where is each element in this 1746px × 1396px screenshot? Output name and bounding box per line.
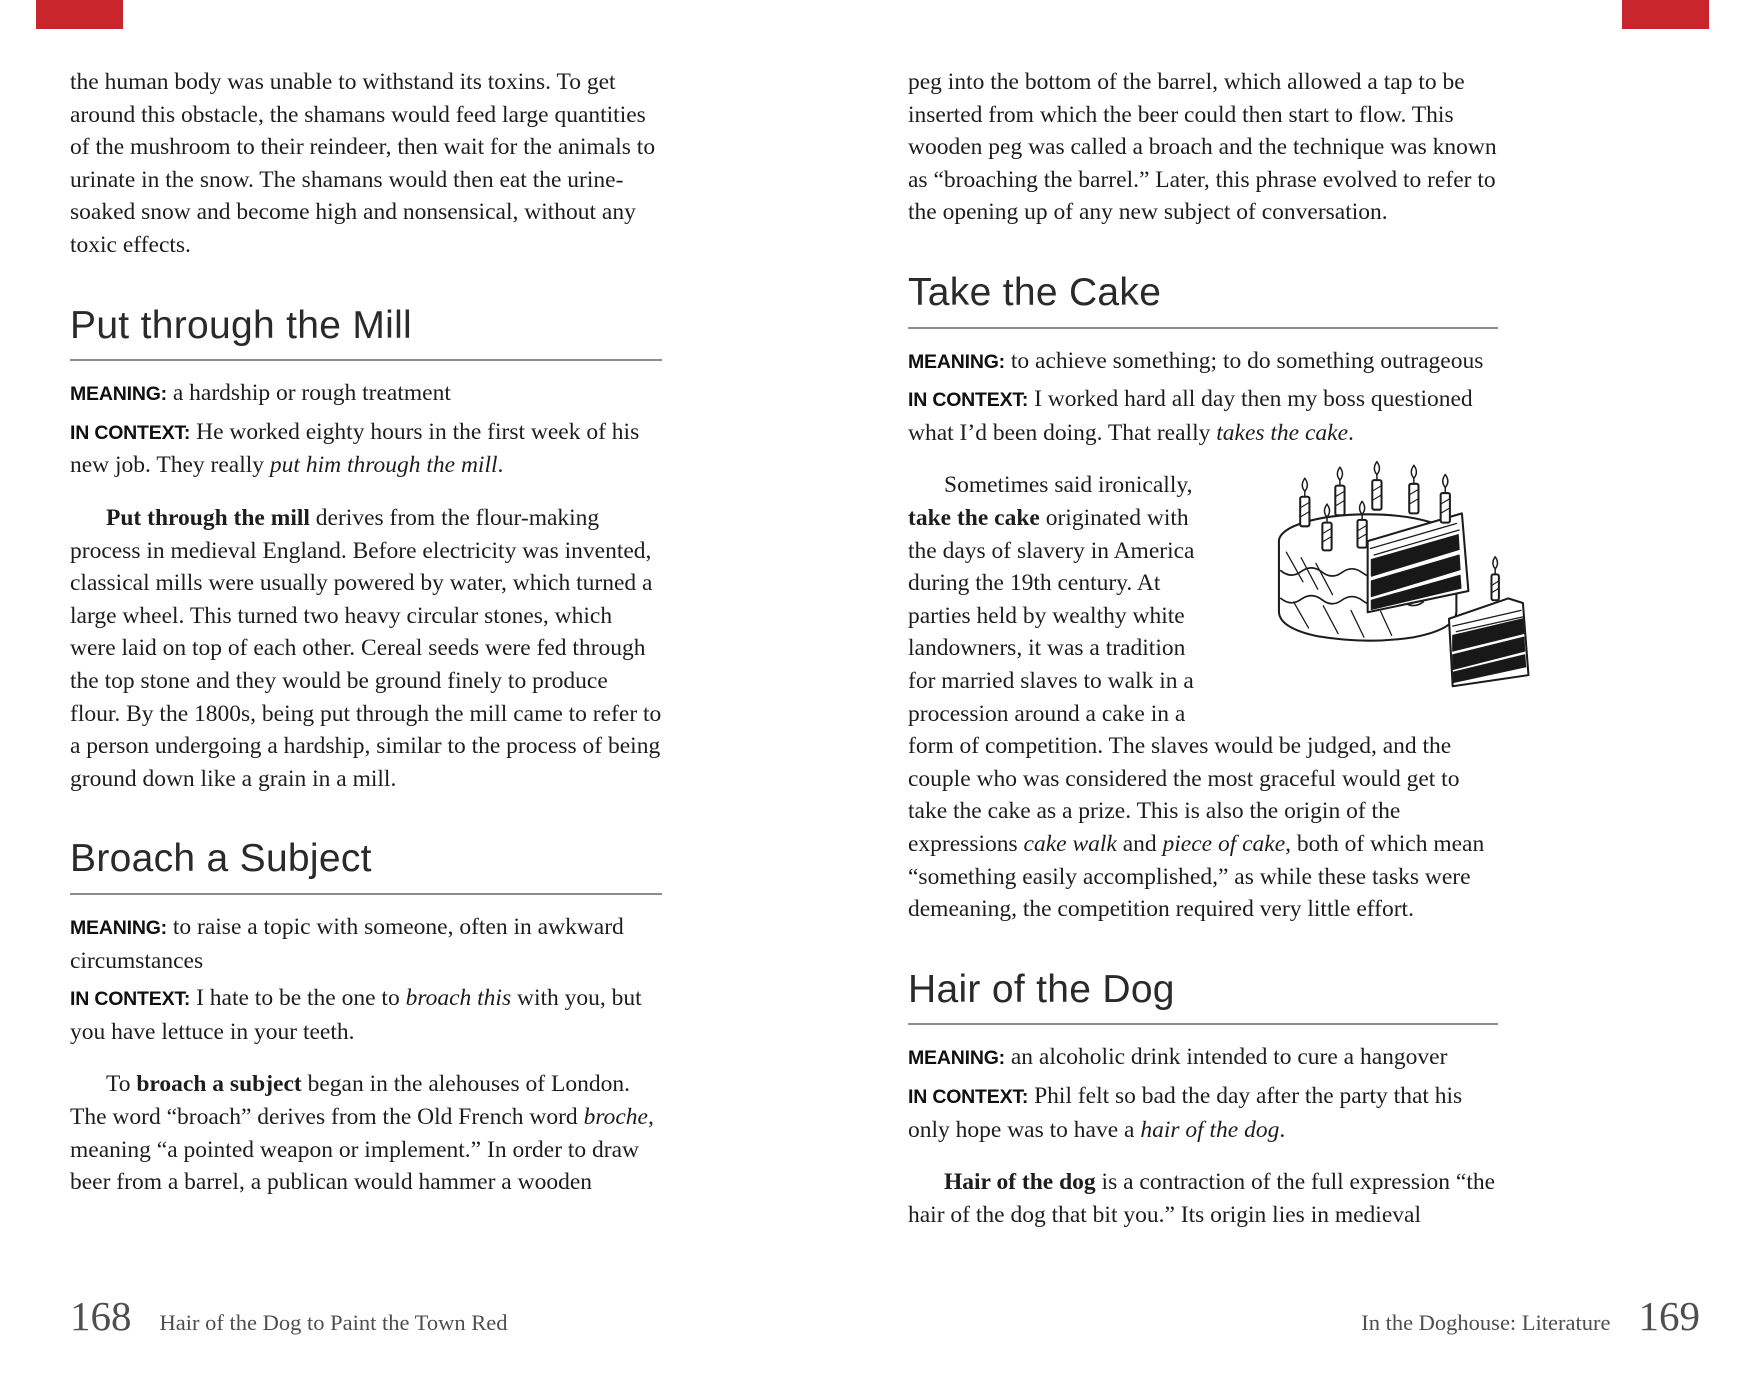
meaning-text: to achieve something; to do something outrageous: [1010, 347, 1484, 374]
in-context-text: He worked eighty hours in the first week of his new job. They really put him through the mill.: [70, 418, 640, 479]
meaning-text: a hardship or rough treatment: [172, 380, 451, 407]
page-right-content: [873, 0, 1498, 1231]
meaning-line: [908, 345, 1498, 379]
cake-with-candles-illustration: [1230, 453, 1498, 705]
section-title: Put through the Mill: [70, 304, 662, 362]
section-body: Hair of the dog is a contraction of the full expression “the hair of the dog that bit you.” Its origin lies in medieval: [908, 1169, 1496, 1228]
in-context-text: I hate to be the one to broach this with you, but you have lettuce in your teeth.: [70, 985, 642, 1045]
in-context-line: [70, 416, 662, 482]
in-context-line: [908, 383, 1498, 449]
section-body: To broach a subject began in the alehouses of London. The word “broach” derives from the Old French word broche, meaning “a pointed weapon or implement.” In order to draw beer from a barrel, a publican would hammer a wooden: [70, 1071, 654, 1196]
in-context-label: IN CONTEXT:: [908, 1086, 1029, 1108]
meaning-line: [70, 377, 662, 411]
in-context-line: [70, 982, 662, 1048]
section-take-the-cake: [908, 271, 1498, 926]
section-body-text: Sometimes said ironically, take the cake originated with the days of slavery in America during the 19th century. At parties held by wealthy white landowners, it was a tradition for married slaves to walk in a procession around a cake in a form of competition. The slaves would be judged, and the couple who was considered the most graceful would get to take the cake as a prize. This is also the origin of the expressions cake walk and piece of cake, both of which mean “something easily accomplished,” as while these tasks were demeaning, the competition required very little effort.: [908, 472, 1485, 923]
page-right: [873, 0, 1746, 1396]
meaning-text: an alcoholic drink intended to cure a hangover: [1010, 1044, 1448, 1071]
running-title: In the Doghouse: Literature: [1361, 1310, 1611, 1335]
intro-paragraph: peg into the bottom of the barrel, which allowed a tap to be inserted from which the beer could then start to flow. This wooden peg was called a broach and the technique was known as “broaching the barrel.” Later, this phrase evolved to refer to the opening up of any new subject of conversation.: [908, 69, 1497, 226]
meaning-label: MEANING:: [70, 917, 167, 940]
section-put-through-the-mill: [70, 304, 662, 796]
section-broach-a-subject: [70, 837, 662, 1198]
footer-right: [1361, 1292, 1700, 1340]
in-context-label: IN CONTEXT:: [70, 988, 191, 1011]
in-context-text: I worked hard all day then my boss questioned what I’d been doing. That really takes the cake.: [908, 386, 1473, 446]
section-title: Take the Cake: [908, 271, 1498, 329]
section-title: Hair of the Dog: [908, 968, 1498, 1026]
in-context-text: Phil felt so bad the day after the party that his only hope was to have a hair of the dog.: [908, 1083, 1463, 1143]
in-context-line: [908, 1080, 1498, 1146]
section-title: Broach a Subject: [70, 837, 662, 895]
running-title: Hair of the Dog to Paint the Town Red: [159, 1310, 508, 1335]
meaning-label: MEANING:: [908, 350, 1005, 373]
page-left-content: [0, 0, 662, 1199]
meaning-text: to raise a topic with someone, often in awkward circumstances: [70, 914, 624, 974]
meaning-line: [70, 911, 662, 977]
meaning-label: MEANING:: [70, 383, 167, 406]
intro-paragraph: the human body was unable to withstand its toxins. To get around this obstacle, the shamans would feed large quantities of the mushroom to their reindeer, then wait for the animals to urinate in the snow. The shamans would then eat the urine-soaked snow and become high and nonsensical, without any toxic effects.: [70, 69, 656, 258]
section-body: [908, 469, 1498, 925]
page-number: 168: [70, 1293, 132, 1339]
in-context-label: IN CONTEXT:: [70, 421, 191, 444]
meaning-line: [908, 1041, 1498, 1075]
section-body: Put through the mill derives from the flour-making process in medieval England. Before electricity was invented, classical mills were usually powered by water, which turned a large wheel. This turned two heavy circular stones, which were laid on top of each other. Cereal seeds were fed through the top stone and they would be ground finely to produce flour. By the 1800s, being put through the mill came to refer to a person undergoing a hardship, similar to the process of being ground down like a grain in a mill.: [70, 505, 662, 792]
section-hair-of-the-dog: [908, 968, 1498, 1232]
footer-left: [70, 1292, 507, 1340]
meaning-label: MEANING:: [908, 1047, 1005, 1070]
in-context-label: IN CONTEXT:: [908, 389, 1029, 412]
page-number: 169: [1638, 1293, 1700, 1339]
